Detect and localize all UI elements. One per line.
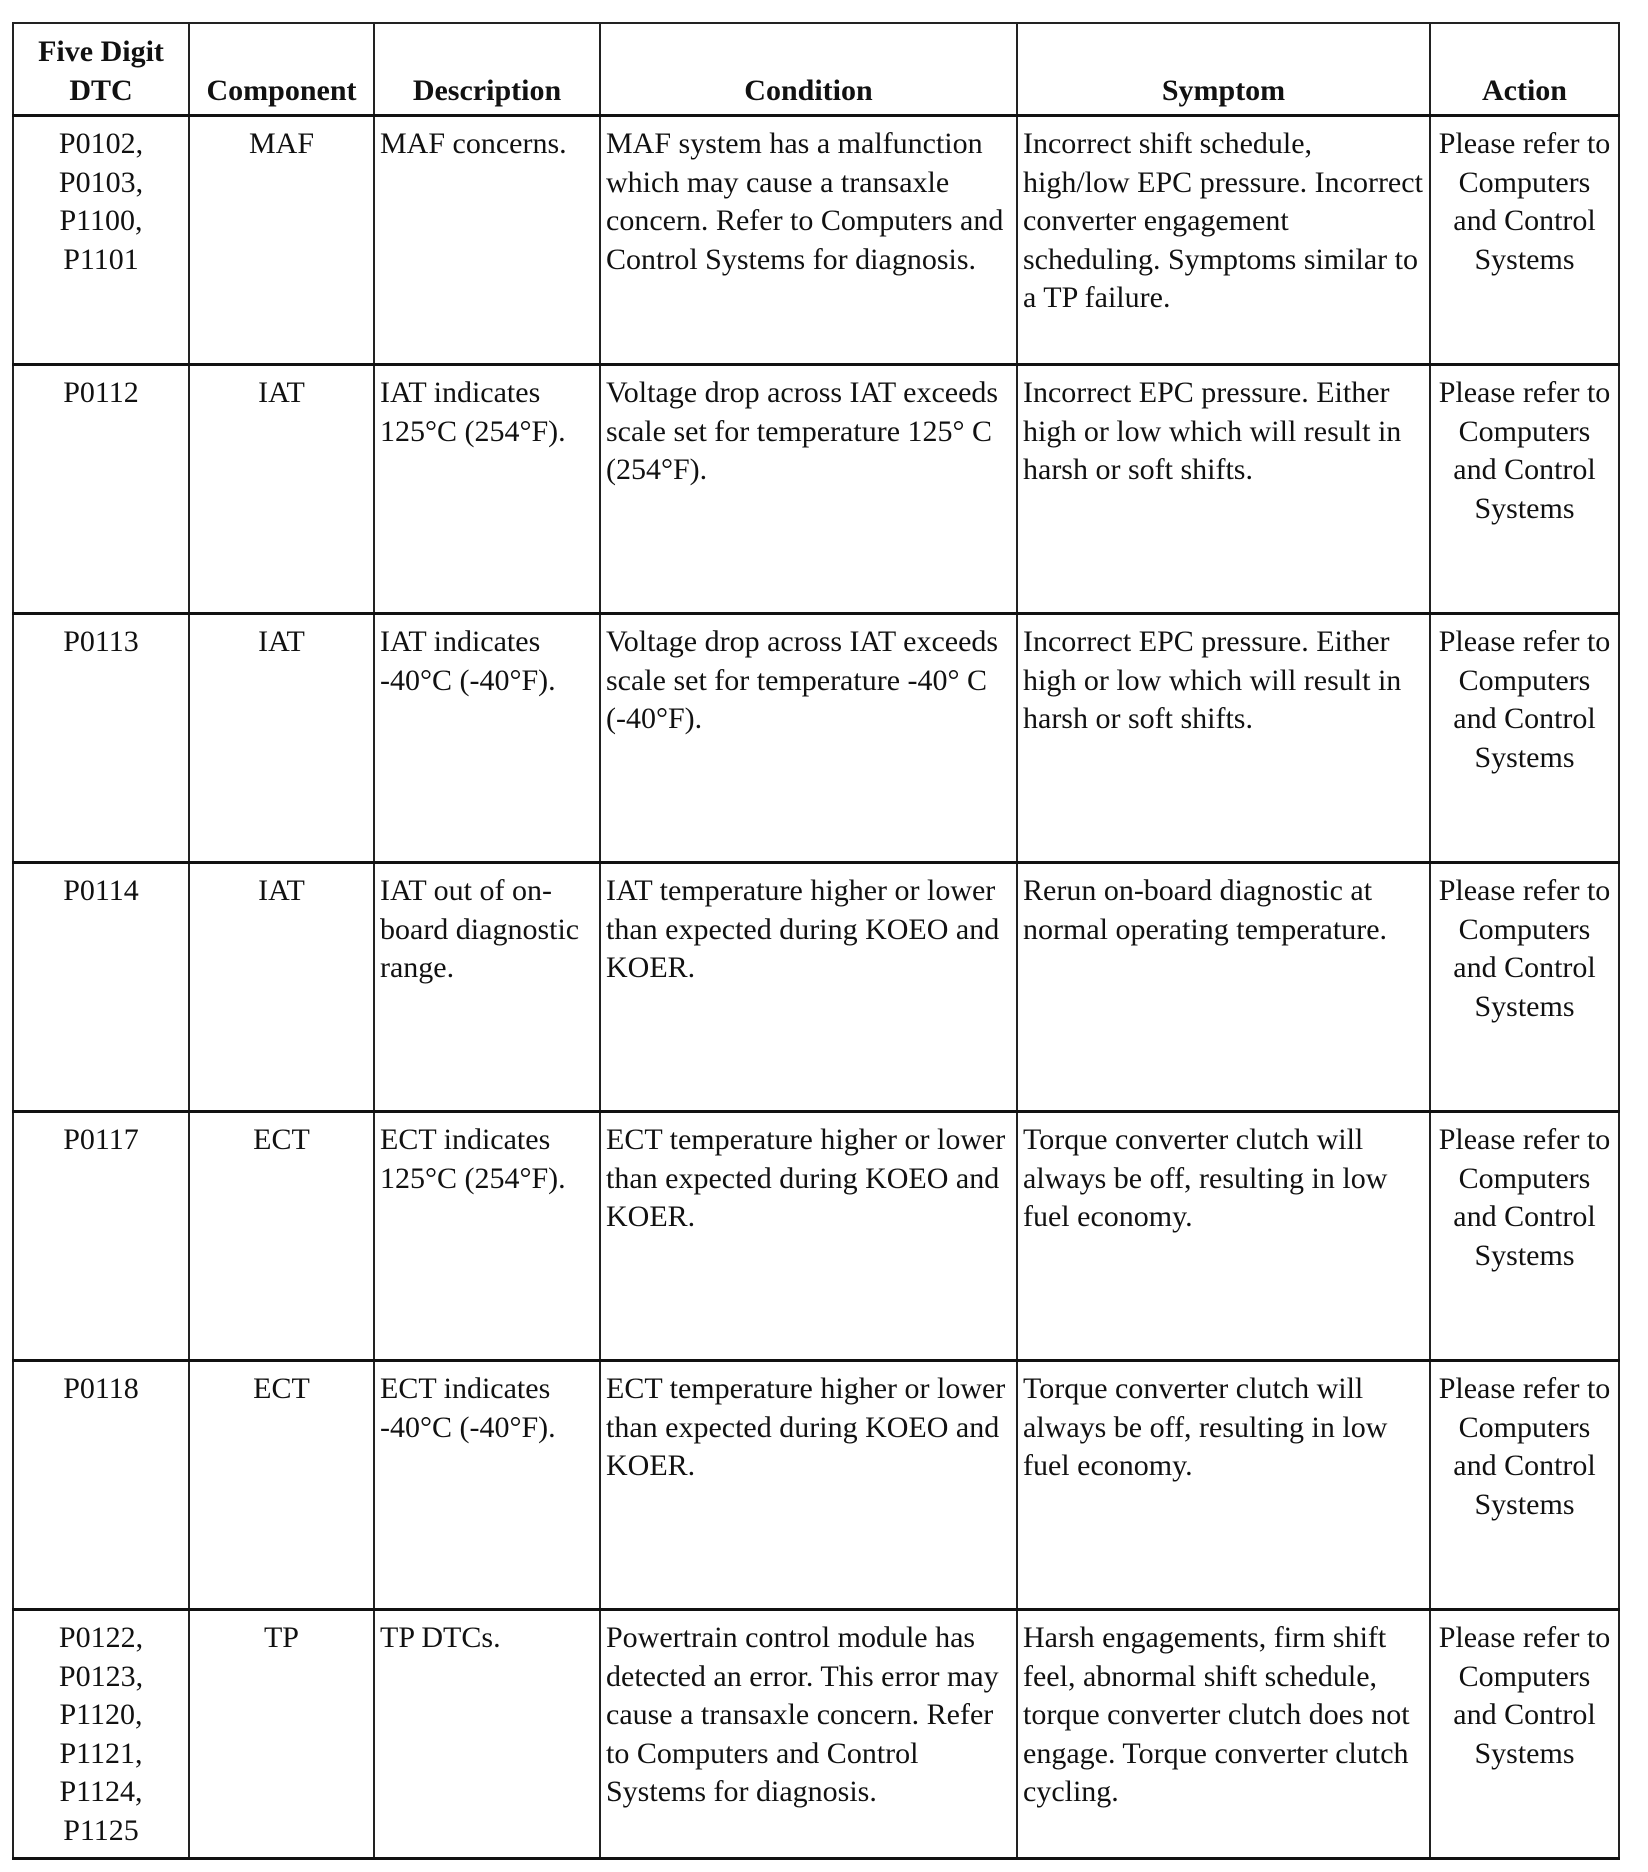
cell-dtc: P0113 (13, 614, 189, 863)
cell-dtc: P0122, P0123, P1120, P1121, P1124, P1125 (13, 1610, 189, 1859)
cell-symptom: Incorrect shift schedule, high/low EPC pressure. Incorrect converter engagement scheduling. Symptoms similar to a TP failure. (1017, 116, 1430, 365)
cell-symptom: Harsh engagements, firm shift feel, abnormal shift schedule, torque converter clutch does not engage. Torque converter clutch cycling. (1017, 1610, 1430, 1859)
cell-component: IAT (189, 614, 374, 863)
header-dtc: Five Digit DTC (13, 23, 189, 116)
cell-action: Please refer to Computers and Control Systems (1430, 1610, 1619, 1859)
table-row (13, 1361, 1619, 1610)
cell-description: MAF concerns. (374, 116, 600, 365)
table-row (13, 863, 1619, 1112)
cell-dtc: P0114 (13, 863, 189, 1112)
cell-symptom: Torque converter clutch will always be off, resulting in low fuel economy. (1017, 1361, 1430, 1610)
cell-action: Please refer to Computers and Control Systems (1430, 863, 1619, 1112)
cell-description: IAT indicates 125°C (254°F). (374, 365, 600, 614)
cell-condition: ECT temperature higher or lower than expected during KOEO and KOER. (600, 1361, 1017, 1610)
header-action: Action (1430, 23, 1619, 116)
cell-action: Please refer to Computers and Control Systems (1430, 1361, 1619, 1610)
cell-action: Please refer to Computers and Control Systems (1430, 1112, 1619, 1361)
dtc-table (12, 22, 1620, 1860)
header-row (13, 23, 1619, 116)
cell-symptom: Torque converter clutch will always be off, resulting in low fuel economy. (1017, 1112, 1430, 1361)
header-condition: Condition (600, 23, 1017, 116)
cell-dtc: P0117 (13, 1112, 189, 1361)
table-row (13, 116, 1619, 365)
cell-dtc: P0112 (13, 365, 189, 614)
cell-action: Please refer to Computers and Control Systems (1430, 365, 1619, 614)
cell-action: Please refer to Computers and Control Systems (1430, 116, 1619, 365)
table-row (13, 365, 1619, 614)
cell-condition: ECT temperature higher or lower than expected during KOEO and KOER. (600, 1112, 1017, 1361)
cell-component: ECT (189, 1361, 374, 1610)
cell-condition: Voltage drop across IAT exceeds scale set for temperature 125° C (254°F). (600, 365, 1017, 614)
cell-condition: IAT temperature higher or lower than expected during KOEO and KOER. (600, 863, 1017, 1112)
table-row (13, 1610, 1619, 1859)
cell-condition: MAF system has a malfunction which may cause a transaxle concern. Refer to Computers and Control Systems for diagnosis. (600, 116, 1017, 365)
cell-dtc: P0102, P0103, P1100, P1101 (13, 116, 189, 365)
cell-action: Please refer to Computers and Control Systems (1430, 614, 1619, 863)
cell-description: ECT indicates 125°C (254°F). (374, 1112, 600, 1361)
cell-condition: Powertrain control module has detected an error. This error may cause a transaxle concern. Refer to Computers and Control Systems for diagnosis. (600, 1610, 1017, 1859)
cell-symptom: Rerun on-board diagnostic at normal operating temperature. (1017, 863, 1430, 1112)
cell-symptom: Incorrect EPC pressure. Either high or low which will result in harsh or soft shifts. (1017, 365, 1430, 614)
cell-component: IAT (189, 365, 374, 614)
cell-description: TP DTCs. (374, 1610, 600, 1859)
header-description: Description (374, 23, 600, 116)
table-row (13, 1112, 1619, 1361)
cell-component: ECT (189, 1112, 374, 1361)
cell-description: IAT out of on-board diagnostic range. (374, 863, 600, 1112)
cell-component: MAF (189, 116, 374, 365)
cell-description: ECT indicates -40°C (-40°F). (374, 1361, 600, 1610)
cell-description: IAT indicates -40°C (-40°F). (374, 614, 600, 863)
cell-component: IAT (189, 863, 374, 1112)
cell-symptom: Incorrect EPC pressure. Either high or low which will result in harsh or soft shifts. (1017, 614, 1430, 863)
header-symptom: Symptom (1017, 23, 1430, 116)
cell-component: TP (189, 1610, 374, 1859)
table-row (13, 614, 1619, 863)
cell-dtc: P0118 (13, 1361, 189, 1610)
header-component: Component (189, 23, 374, 116)
cell-condition: Voltage drop across IAT exceeds scale set for temperature -40° C (-40°F). (600, 614, 1017, 863)
